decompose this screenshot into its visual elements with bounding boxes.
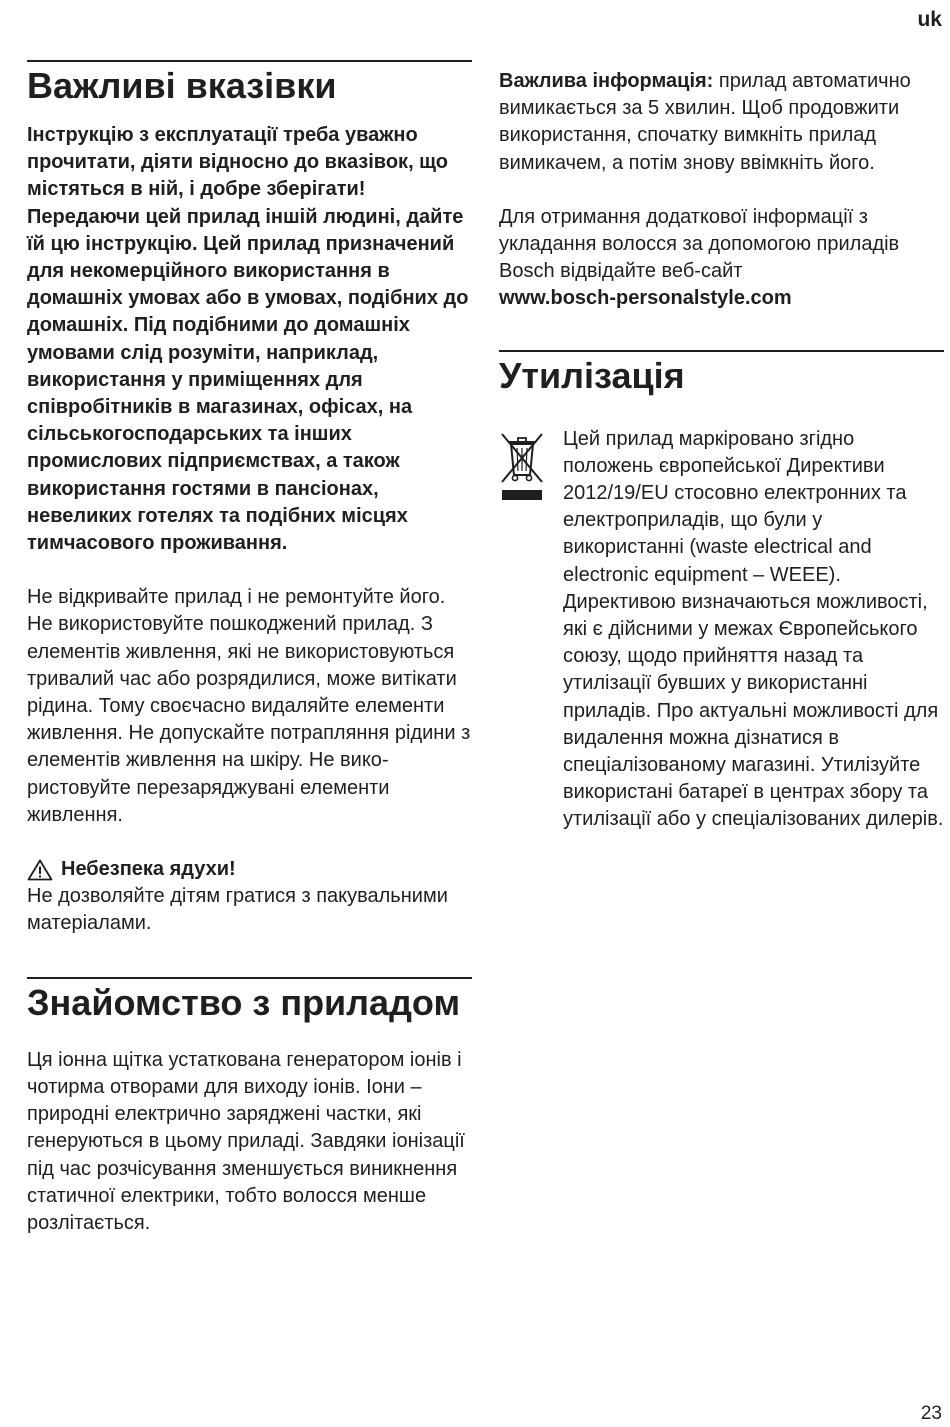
- disposal-section: [499, 350, 944, 834]
- page-number: 23: [920, 1403, 942, 1424]
- important-info-paragraph: [499, 68, 944, 177]
- more-info-text: Для отримання додаткової інформації з укладання волосся за допомогою приладів Bosch відвідайте веб-сайт: [499, 205, 900, 283]
- important-notes-section: [27, 60, 472, 938]
- warning-text: Не дозволяйте дітям гратися з пакувальними матеріалами.: [27, 885, 448, 935]
- weee-crossed-bin-icon: [499, 430, 545, 502]
- more-info-paragraph: [499, 204, 944, 313]
- warning-heading: [27, 856, 472, 883]
- warning-triangle-icon: [27, 859, 53, 881]
- disposal-title: Утилізація: [499, 350, 944, 398]
- left-column: [27, 60, 472, 1237]
- weee-symbol: [499, 426, 563, 507]
- battery-safety-paragraph: Не відкривайте прилад і не ремонтуйте його. Не використовуйте пошкоджений прилад. З елементів живлення, які не використовуються тривалий час або розрядилися, може витікати рідина. Тому своєчасно видаляйте елементи живлення. Не допускайте потрапляння рідини з елементів живлення на шкіру. Не використовуйте перезаряджувані елементи живлення.: [27, 586, 471, 826]
- disposal-paragraph: Цей прилад маркіровано згідно положень європейської Директиви 2012/19/EU стосовно електронних та електроприладів, що були у використанні (waste electrical and electronic equipment – WEEE). Директивою визначаються можливості, які є дійсними у межах Європейського союзу, щодо прийняття назад та утилізації бувших у використанні приладів. Про актуальні можливості для видалення можна дізнатися в спеціалізованому магазині. Утилізуйте використані батареї в центрах збору та утилізації або у спеціалізованих дилерів.: [563, 427, 944, 831]
- warning-title: Небезпека ядухи!: [61, 858, 236, 881]
- important-notes-title: Важливі вказівки: [27, 60, 472, 108]
- right-column: [499, 60, 944, 834]
- suffocation-warning: [27, 856, 472, 938]
- important-notes-bold-paragraph: Інструкцію з експлуатації треба уважно прочитати, діяти відносно до вказівок, що містяться в ній, і добре зберігати! Передаючи цей прилад іншій людині, дайте їй цю інструкцію. Цей прилад призначений для некомерційного використання в домашніх умовах або в умовах, подібних до домашніх. Під подібними до домашніх умовами слід розуміти, наприклад, використання у приміщеннях для співробітників в магазинах, офісах, на сільськогосподарських та інших промислових підприємствах, а також використання гостями в пансіонах, невеликих готелях та подібних місцях тимчасового проживання.: [27, 124, 469, 555]
- device-intro-section: [27, 977, 472, 1237]
- website-link[interactable]: www.bosch-personalstyle.com: [499, 287, 792, 310]
- device-intro-title: Знайомство з приладом: [27, 977, 472, 1025]
- language-tag: uk: [917, 8, 942, 31]
- disposal-content: [499, 426, 944, 834]
- important-info-label: Важлива інформація:: [499, 70, 714, 92]
- important-info-text: прилад автоматично вимикається за 5 хвилин. Щоб продовжити використання, спочатку вимкніть прилад вимикачем, а потім знову ввімкніть його.: [499, 70, 911, 174]
- device-intro-paragraph: Ця іонна щітка устаткована генератором іонів і чотирма отворами для виходу іонів. Іони – природні електрично заряджені частки, які генеруються в цьому приладі. Завдяки іонізації під час розчісування зменшується виникнення статичної електрики, тобто волосся менше розлітається.: [27, 1048, 465, 1234]
